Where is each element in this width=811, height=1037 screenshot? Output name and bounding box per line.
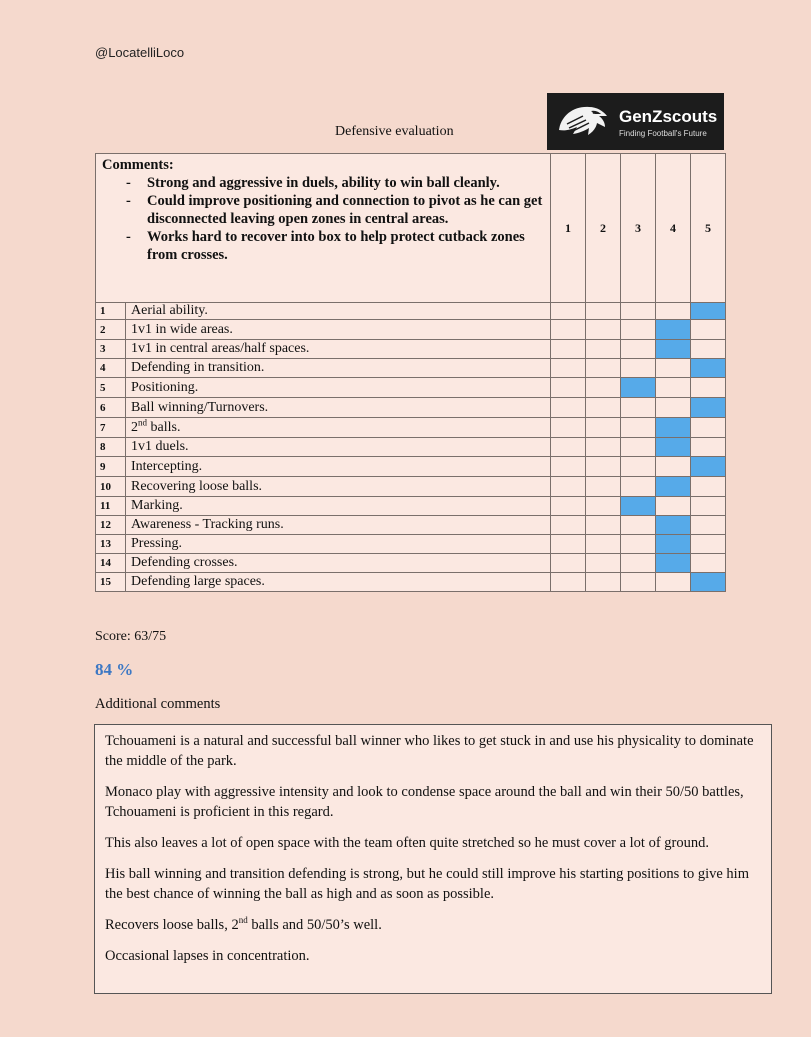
scale-header: 1 (551, 154, 586, 303)
comment-item: - Could improve positioning and connection to pivot as he can get disconnected leaving open zones in central areas. (126, 193, 543, 227)
rating-cell (551, 497, 586, 516)
rating-cell (551, 398, 586, 418)
criterion-label: 1v1 duels. (126, 438, 551, 457)
rating-cell (656, 303, 691, 320)
genzscouts-logo (547, 93, 724, 150)
rating-cell (586, 378, 621, 398)
criterion-number: 6 (96, 398, 126, 418)
rating-cell (621, 477, 656, 497)
comment-paragraph: Monaco play with aggressive intensity and look to condense space around the ball and win their 50/50 battles, Tchouameni is proficient in this regard. (105, 784, 744, 820)
rating-cell (656, 497, 691, 516)
rating-cell (586, 573, 621, 592)
criterion-label: Marking. (126, 497, 551, 516)
rating-cell-selected (691, 398, 726, 418)
rating-cell (621, 516, 656, 535)
rating-cell (691, 320, 726, 340)
rating-cell (586, 535, 621, 554)
comment-paragraph: Tchouameni is a natural and successful ball winner who likes to get stuck in and use his physicality to dominate the middle of the park. (105, 733, 754, 769)
rating-cell-selected (621, 378, 656, 398)
rating-cell (691, 340, 726, 359)
additional-comments-box (94, 724, 772, 994)
criterion-number: 2 (96, 320, 126, 340)
rating-cell (621, 457, 656, 477)
rating-cell (691, 438, 726, 457)
eagle-icon (553, 100, 613, 144)
criterion-number: 10 (96, 477, 126, 497)
rating-cell (586, 497, 621, 516)
criterion-label: Ball winning/Turnovers. (126, 398, 551, 418)
criterion-label: 1v1 in central areas/half spaces. (126, 340, 551, 359)
criterion-number: 4 (96, 359, 126, 378)
rating-cell (691, 418, 726, 438)
rating-cell (551, 418, 586, 438)
comment-item: - Strong and aggressive in duels, ability to win ball cleanly. (126, 175, 500, 191)
criterion-row (96, 516, 726, 535)
ordinal-suffix: nd (238, 915, 248, 926)
comments-heading: Comments: (102, 157, 174, 173)
criterion-label (126, 418, 551, 438)
criterion-row (96, 535, 726, 554)
rating-cell (551, 340, 586, 359)
criterion-number: 14 (96, 554, 126, 573)
criterion-row (96, 438, 726, 457)
comment-text: Could improve positioning and connection to pivot as he can get disconnected leaving open zones in central areas. (147, 193, 543, 227)
score-percent: 84 % (95, 660, 134, 679)
rating-cell-selected (656, 438, 691, 457)
criterion-number: 5 (96, 378, 126, 398)
rating-cell (551, 320, 586, 340)
rating-cell (551, 303, 586, 320)
criterion-number: 8 (96, 438, 126, 457)
criterion-number: 11 (96, 497, 126, 516)
criterion-row (96, 303, 726, 320)
criterion-label: Intercepting. (126, 457, 551, 477)
rating-cell (551, 554, 586, 573)
rating-cell (586, 516, 621, 535)
criterion-label: Defending in transition. (126, 359, 551, 378)
rating-cell-selected (691, 359, 726, 378)
rating-cell-selected (656, 340, 691, 359)
criterion-row (96, 573, 726, 592)
rating-cell (621, 554, 656, 573)
criterion-number: 1 (96, 303, 126, 320)
ordinal-suffix: nd (138, 416, 147, 427)
rating-cell (586, 303, 621, 320)
comment-text: balls and 50/50’s well. (247, 917, 382, 933)
rating-cell (691, 554, 726, 573)
criterion-number: 3 (96, 340, 126, 359)
comment-paragraph: This also leaves a lot of open space with the team often quite stretched so he must cover a lot of ground. (105, 835, 709, 851)
criterion-row (96, 477, 726, 497)
logo-brand: GenZscouts (619, 107, 718, 126)
criterion-row (96, 378, 726, 398)
rating-cell-selected (656, 320, 691, 340)
rating-cell-selected (691, 573, 726, 592)
author-handle: @LocatelliLoco (95, 45, 185, 60)
rating-cell (586, 398, 621, 418)
rating-cell (656, 359, 691, 378)
rating-cell (691, 378, 726, 398)
rating-cell (551, 438, 586, 457)
rating-cell (551, 359, 586, 378)
rating-cell (691, 516, 726, 535)
page-title: Defensive evaluation (335, 124, 454, 139)
rating-cell (691, 535, 726, 554)
rating-cell (621, 535, 656, 554)
rating-cell (656, 378, 691, 398)
rating-cell (586, 320, 621, 340)
criterion-label: Positioning. (126, 378, 551, 398)
criterion-label: Recovering loose balls. (126, 477, 551, 497)
scale-header: 3 (621, 154, 656, 303)
criterion-number: 12 (96, 516, 126, 535)
criterion-number: 9 (96, 457, 126, 477)
criterion-label: Defending crosses. (126, 554, 551, 573)
rating-cell (551, 457, 586, 477)
rating-cell (621, 418, 656, 438)
comment-text: Strong and aggressive in duels, ability to win ball cleanly. (147, 175, 500, 191)
rating-cell-selected (691, 303, 726, 320)
comment-paragraph (105, 915, 761, 935)
criterion-row (96, 359, 726, 378)
criterion-label: Defending large spaces. (126, 573, 551, 592)
criterion-row (96, 398, 726, 418)
rating-cell (551, 477, 586, 497)
comment-paragraph: His ball winning and transition defending is strong, but he could still improve his starting positions to give him the best chance of winning the ball as high and as soon as possible. (105, 866, 749, 902)
rating-cell-selected (691, 457, 726, 477)
comments-list (102, 174, 544, 264)
criterion-row (96, 340, 726, 359)
rating-cell (586, 477, 621, 497)
rating-cell-selected (621, 497, 656, 516)
rating-cell (586, 340, 621, 359)
comment-text: Recovers loose balls, 2 (105, 917, 239, 933)
rating-cell-selected (656, 554, 691, 573)
additional-comments-title: Additional comments (95, 696, 221, 712)
rating-cell (621, 438, 656, 457)
rating-cell-selected (656, 418, 691, 438)
rating-cell (621, 340, 656, 359)
rating-cell (586, 418, 621, 438)
criterion-row (96, 418, 726, 438)
logo-tagline: Finding Football's Future (619, 129, 707, 138)
criterion-label-part: 2 (131, 419, 138, 435)
criterion-row (96, 320, 726, 340)
scale-header: 5 (691, 154, 726, 303)
criterion-row (96, 554, 726, 573)
criterion-number: 13 (96, 535, 126, 554)
rating-cell (551, 573, 586, 592)
scale-header: 2 (586, 154, 621, 303)
rating-cell (586, 359, 621, 378)
evaluation-table (95, 153, 726, 592)
rating-cell-selected (656, 477, 691, 497)
rating-cell (586, 457, 621, 477)
criterion-label: Pressing. (126, 535, 551, 554)
criterion-label-part: balls. (147, 419, 181, 435)
criterion-label: Aerial ability. (126, 303, 551, 320)
criterion-label: 1v1 in wide areas. (126, 320, 551, 340)
rating-cell (551, 516, 586, 535)
rating-cell-selected (656, 535, 691, 554)
criterion-row (96, 497, 726, 516)
comment-text: Works hard to recover into box to help protect cutback zones from crosses. (147, 229, 525, 263)
comment-paragraph: Occasional lapses in concentration. (105, 948, 310, 964)
rating-cell (621, 398, 656, 418)
criterion-label: Awareness - Tracking runs. (126, 516, 551, 535)
rating-cell (656, 457, 691, 477)
rating-cell (621, 320, 656, 340)
rating-cell (656, 398, 691, 418)
rating-cell (691, 497, 726, 516)
rating-cell (551, 535, 586, 554)
rating-cell (621, 573, 656, 592)
rating-cell-selected (656, 516, 691, 535)
comment-item: - Works hard to recover into box to help protect cutback zones from crosses. (126, 229, 525, 263)
rating-cell (586, 554, 621, 573)
criterion-number: 7 (96, 418, 126, 438)
rating-cell (691, 477, 726, 497)
rating-cell (656, 573, 691, 592)
rating-cell (621, 359, 656, 378)
scale-header: 4 (656, 154, 691, 303)
rating-cell (586, 438, 621, 457)
comments-cell (96, 154, 551, 303)
criterion-row (96, 457, 726, 477)
rating-cell (621, 303, 656, 320)
score-text: Score: 63/75 (95, 629, 167, 644)
criterion-number: 15 (96, 573, 126, 592)
rating-cell (551, 378, 586, 398)
